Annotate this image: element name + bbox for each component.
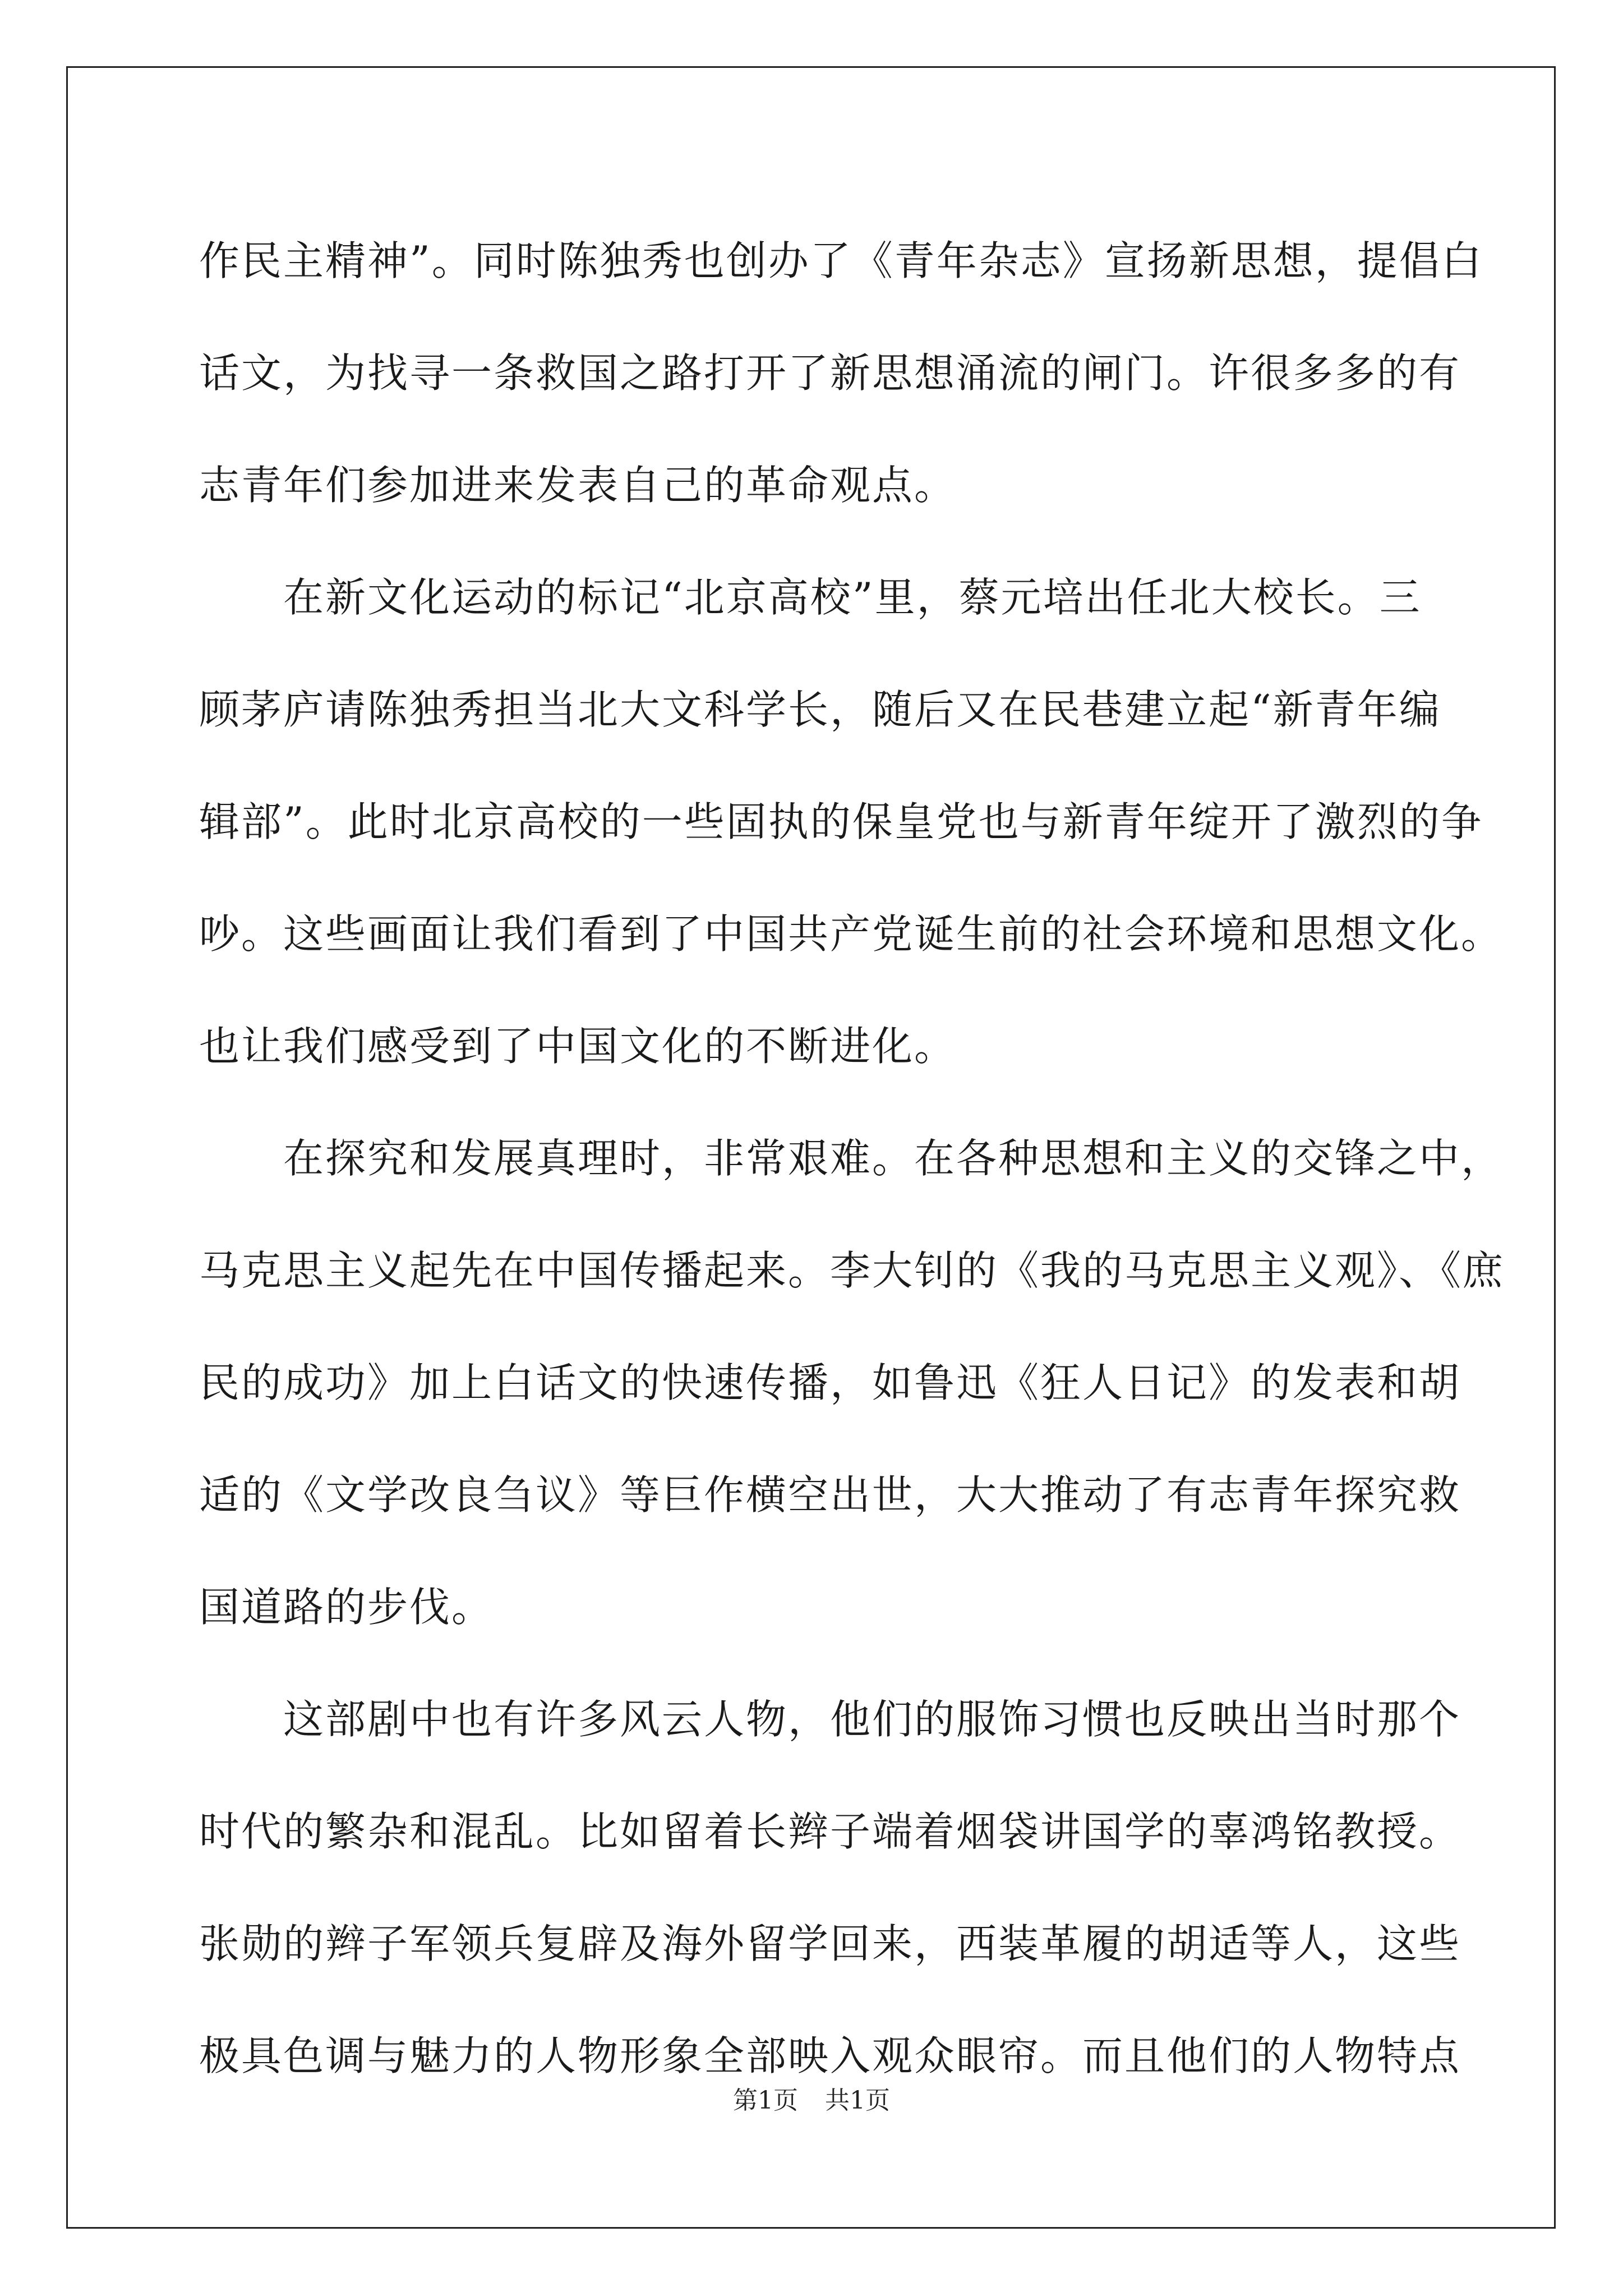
- text-line: 张勋的辫子军领兵复辟及海外留学回来，西装革履的胡适等人，这些: [199, 1920, 1461, 1967]
- paragraph-start-line: 在新文化运动的标记“北京高校”里，蔡元培出任北大校长。三: [283, 574, 1422, 621]
- page-number-total: 共1页: [825, 2086, 890, 2115]
- text-line: 作民主精神”。同时陈独秀也创办了《青年杂志》宣扬新思想，提倡白: [199, 237, 1483, 284]
- text-line: 也让我们感受到了中国文化的不断进化。: [199, 1023, 957, 1070]
- page-footer: [0, 2084, 1623, 2118]
- text-line: 时代的繁杂和混乱。比如留着长辫子端着烟袋讲国学的辜鸿铭教授。: [199, 1808, 1461, 1855]
- text-line: 适的《文学改良刍议》等巨作横空出世，大大推动了有志青年探究救: [199, 1471, 1461, 1519]
- text-line: 顾茅庐请陈独秀担当北大文科学长，随后又在民巷建立起“新青年编: [199, 686, 1441, 733]
- text-line: 极具色调与魅力的人物形象全部映入观众眼帘。而且他们的人物特点: [199, 2032, 1461, 2079]
- text-line: 吵。这些画面让我们看到了中国共产党诞生前的社会环境和思想文化。: [199, 910, 1504, 958]
- paragraph-start-line: 这部剧中也有许多风云人物，他们的服饰习惯也反映出当时那个: [283, 1696, 1461, 1743]
- text-line: 话文，为找寻一条救国之路打开了新思想涌流的闸门。许很多多的有: [199, 349, 1461, 397]
- paragraph-start-line: 在探究和发展真理时，非常艰难。在各种思想和主义的交锋之中，: [283, 1135, 1504, 1182]
- text-line: 国道路的步伐。: [199, 1584, 494, 1631]
- text-line: 民的成功》加上白话文的快速传播，如鲁迅《狂人日记》的发表和胡: [199, 1359, 1461, 1406]
- page-number-current: 第1页: [733, 2086, 798, 2115]
- text-line: 辑部”。此时北京高校的一些固执的保皇党也与新青年绽开了激烈的争: [199, 798, 1483, 845]
- text-line: 志青年们参加进来发表自己的革命观点。: [199, 462, 957, 509]
- text-line: 马克思主义起先在中国传播起来。李大钊的《我的马克思主义观》、《庶: [199, 1247, 1505, 1294]
- document-body: [199, 205, 1505, 2112]
